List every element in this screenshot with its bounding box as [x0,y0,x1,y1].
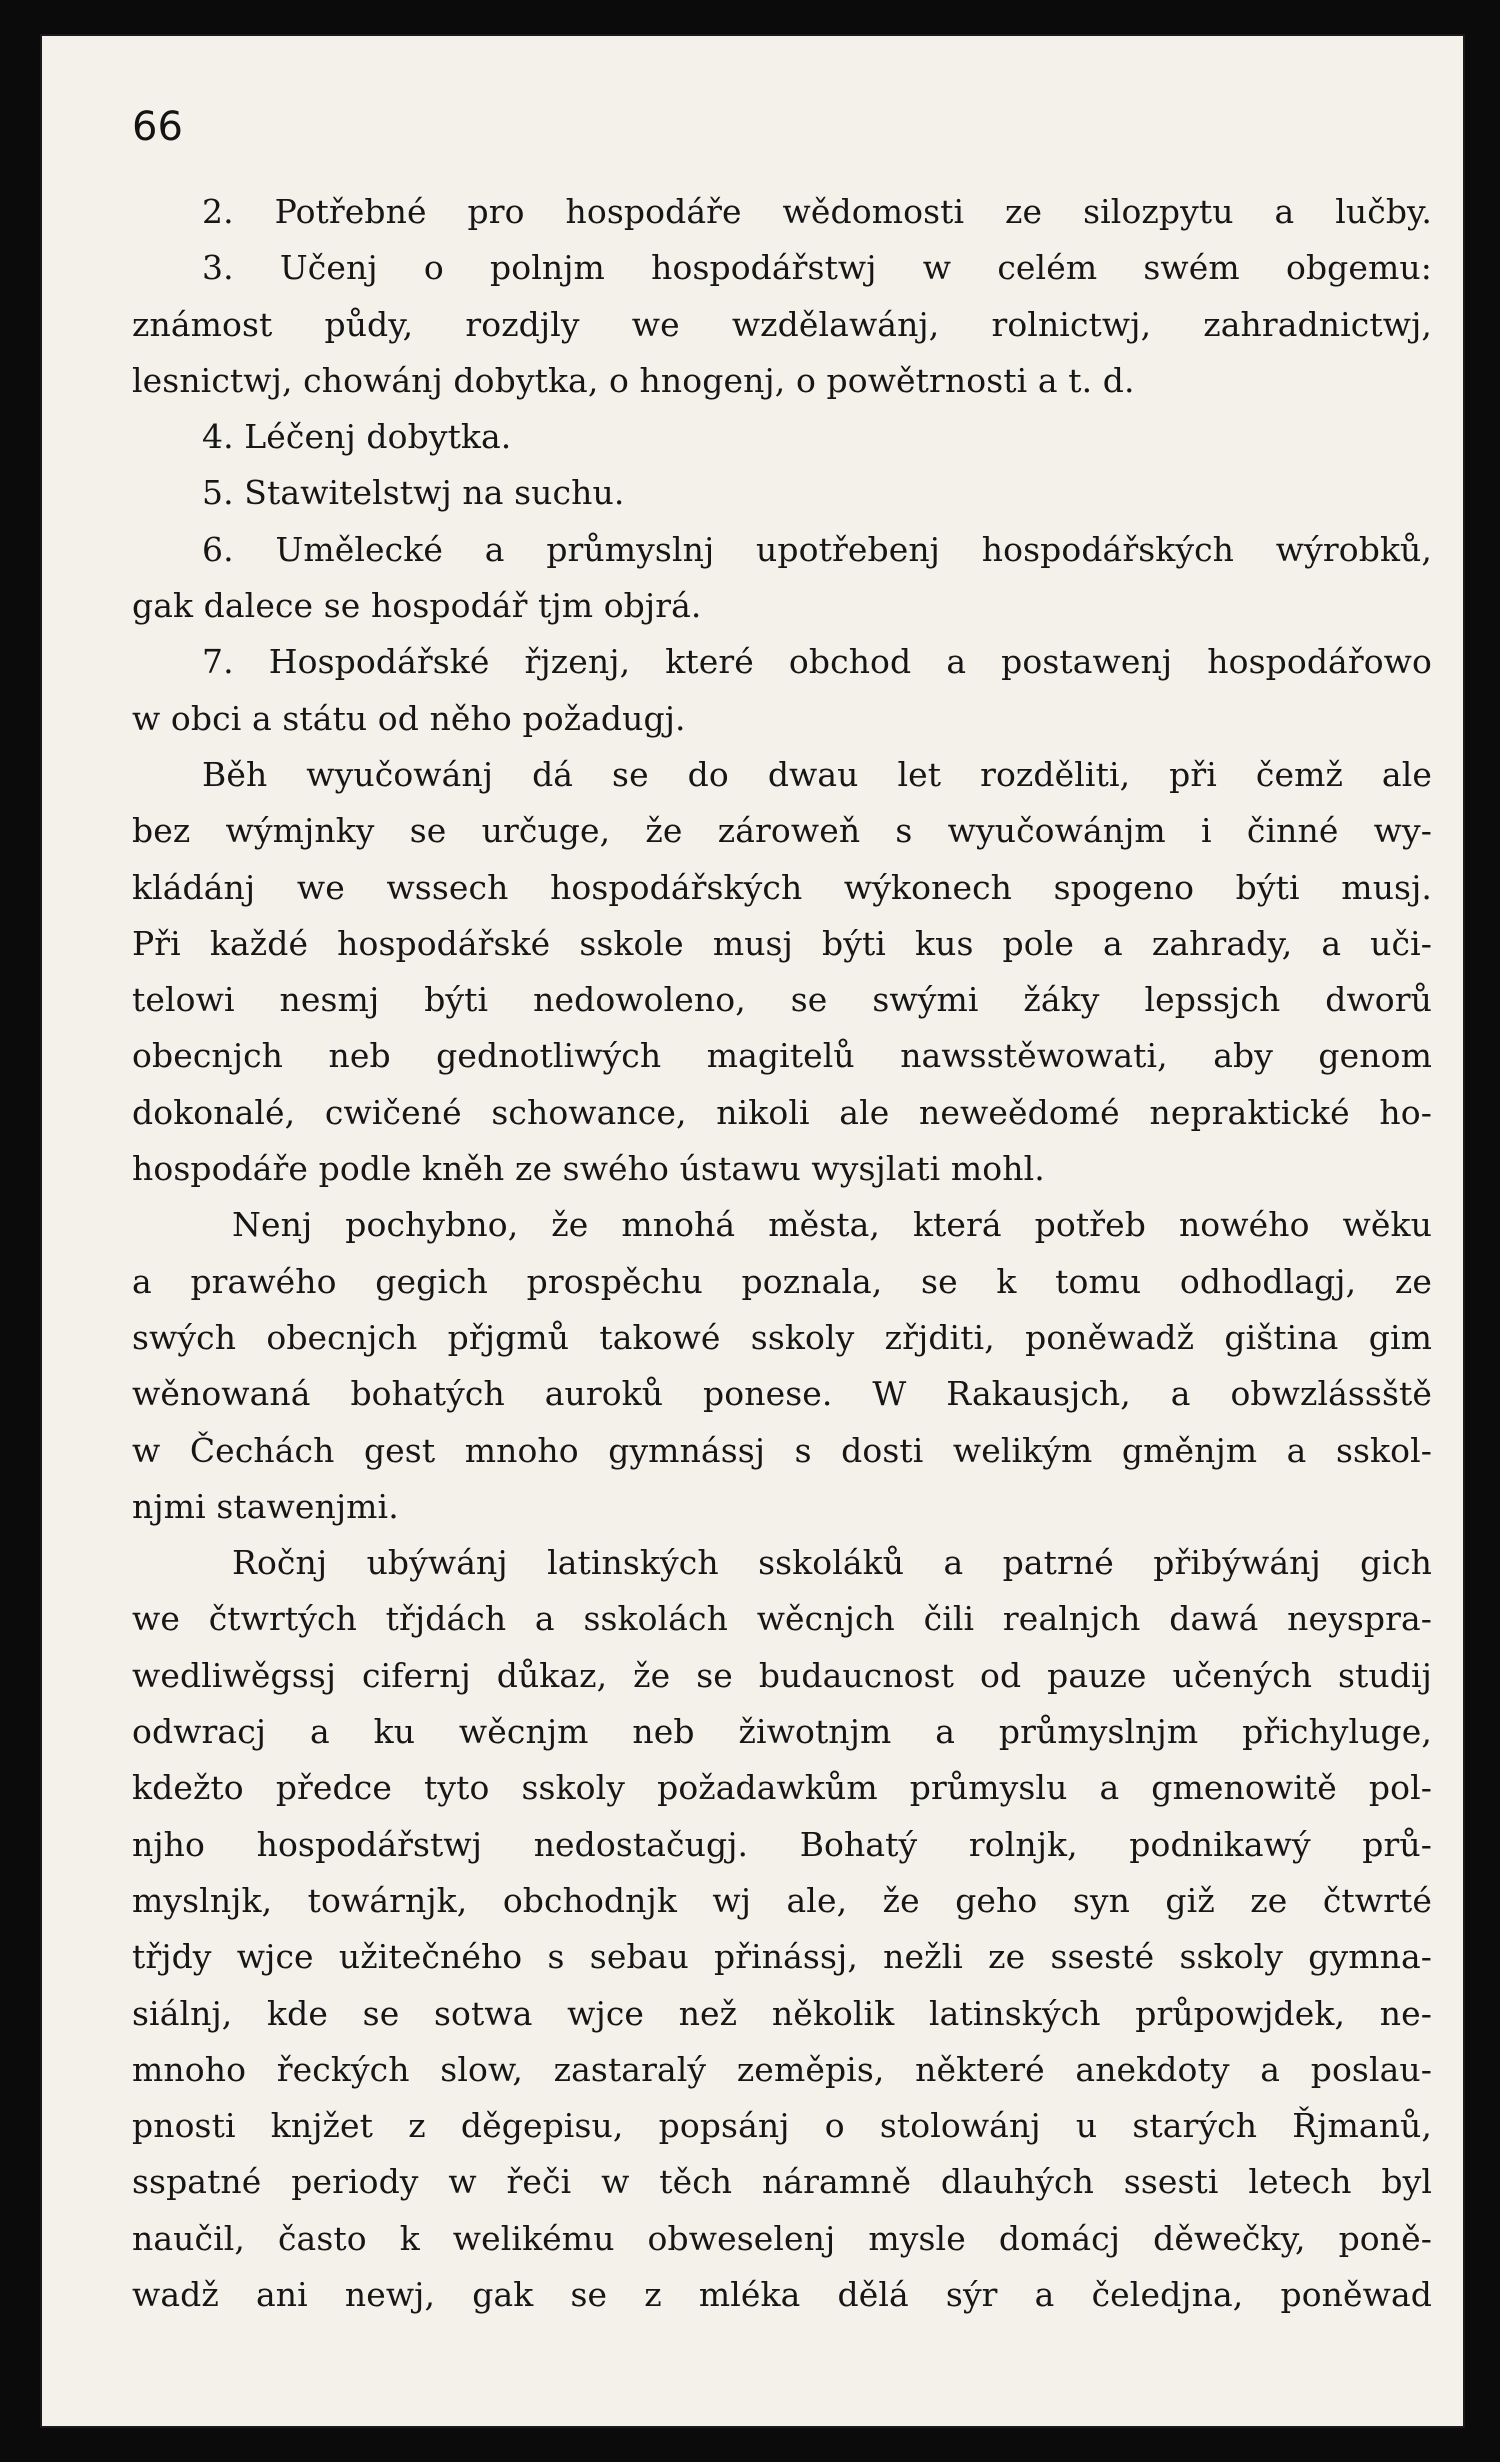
text-line: w obci a státu od něho požadugj. [132,698,686,738]
text-line: kdežto předce tyto sskoly požadawkům průmyslu a gmenowitě pol- [132,1768,1432,1808]
text-line: naučil, často k welikému obweselenj mysle domácj děwečky, poně- [132,2218,1432,2258]
text-line: 7. Hospodářské řjzenj, které obchod a postawenj hospodářowo [202,642,1432,682]
book-page [40,34,1465,2428]
text-line: 3. Učenj o polnjm hospodářstwj w celém swém obgemu: [202,248,1432,288]
page-number: 66 [132,104,183,150]
text-line: w Čechách gest mnoho gymnássj s dosti welikým gměnjm a sskol- [132,1430,1432,1470]
text-line: lesnictwj, chowánj dobytka, o hnogenj, o powětrnosti a t. d. [132,360,1135,400]
text-line: myslnjk, towárnjk, obchodnjk wj ale, že geho syn giž ze čtwrté [132,1880,1432,1920]
text-line: pnosti knjžet z děgepisu, popsánj o stolowánj u starých Řjmanů, [132,2106,1432,2146]
text-line: njmi stawenjmi. [132,1486,399,1526]
text-line: 6. Umělecké a průmyslnj upotřebenj hospodářských wýrobků, [202,529,1432,569]
text-line: hospodáře podle kněh ze swého ústawu wysjlati mohl. [132,1149,1045,1189]
text-line: kládánj we wssech hospodářských wýkonech spogeno býti musj. [132,867,1432,907]
text-line: gak dalece se hospodář tjm objrá. [132,586,702,626]
text-line: bez wýmjnky se určuge, že zároweň s wyučowánjm i činné wy- [132,811,1432,851]
text-line: siálnj, kde se sotwa wjce než několik latinských průpowjdek, ne- [132,1993,1432,2033]
text-line: wadž ani newj, gak se z mléka dělá sýr a čeledjna, poněwad [132,2274,1432,2314]
text-line: obecnjch neb gednotliwých magitelů nawsstěwowati, aby genom [132,1036,1432,1076]
text-line: wedliwěgssj cifernj důkaz, že se budaucnost od pauze učených studij [132,1655,1432,1695]
text-line: třjdy wjce užitečného s sebau přinássj, nežli ze ssesté sskoly gymna- [132,1937,1432,1977]
text-line: 4. Léčenj dobytka. [202,417,512,457]
text-line: a prawého gegich prospěchu poznala, se k tomu odhodlagj, ze [132,1261,1432,1301]
text-line: dokonalé, cwičené schowance, nikoli ale neweědomé nepraktické ho- [132,1092,1432,1132]
text-line: 2. Potřebné pro hospodáře wědomosti ze silozpytu a lučby. [202,192,1432,231]
text-line: telowi nesmj býti nedowoleno, se swými žáky lepssjch dworů [132,980,1432,1020]
text-line: odwracj a ku wěcnjm neb žiwotnjm a průmyslnjm přichyluge, [132,1712,1432,1752]
text-line: mnoho řeckých slow, zastaralý zeměpis, některé anekdoty a poslau- [132,2049,1432,2089]
text-line: Ročnj ubýwánj latinských sskoláků a patrné přibýwánj gich [232,1543,1432,1583]
text-line: we čtwrtých třjdách a sskolách wěcnjch čili realnjch dawá neyspra- [132,1599,1432,1639]
text-line: 5. Stawitelstwj na suchu. [202,473,625,513]
text-line: Nenj pochybno, že mnohá města, která potřeb nowého wěku [232,1205,1432,1245]
text-line: Při každé hospodářské sskole musj býti kus pole a zahrady, a uči- [132,923,1432,963]
text-line: Běh wyučowánj dá se do dwau let rozděliti, při čemž ale [202,754,1432,794]
text-line: známost půdy, rozdjly we wzdělawánj, rolnictwj, zahradnictwj, [132,304,1432,344]
text-line: swých obecnjch přjgmů takowé sskoly zřjditi, poněwadž giština gim [132,1317,1432,1357]
text-line: wěnowaná bohatých auroků ponese. W Rakausjch, a obwzlássště [132,1374,1432,1414]
text-line: njho hospodářstwj nedostačugj. Bohatý rolnjk, podnikawý prů- [132,1824,1432,1864]
body-text [132,184,1432,2323]
text-line: sspatné periody w řeči w těch náramně dlauhých ssesti letech byl [132,2162,1432,2202]
